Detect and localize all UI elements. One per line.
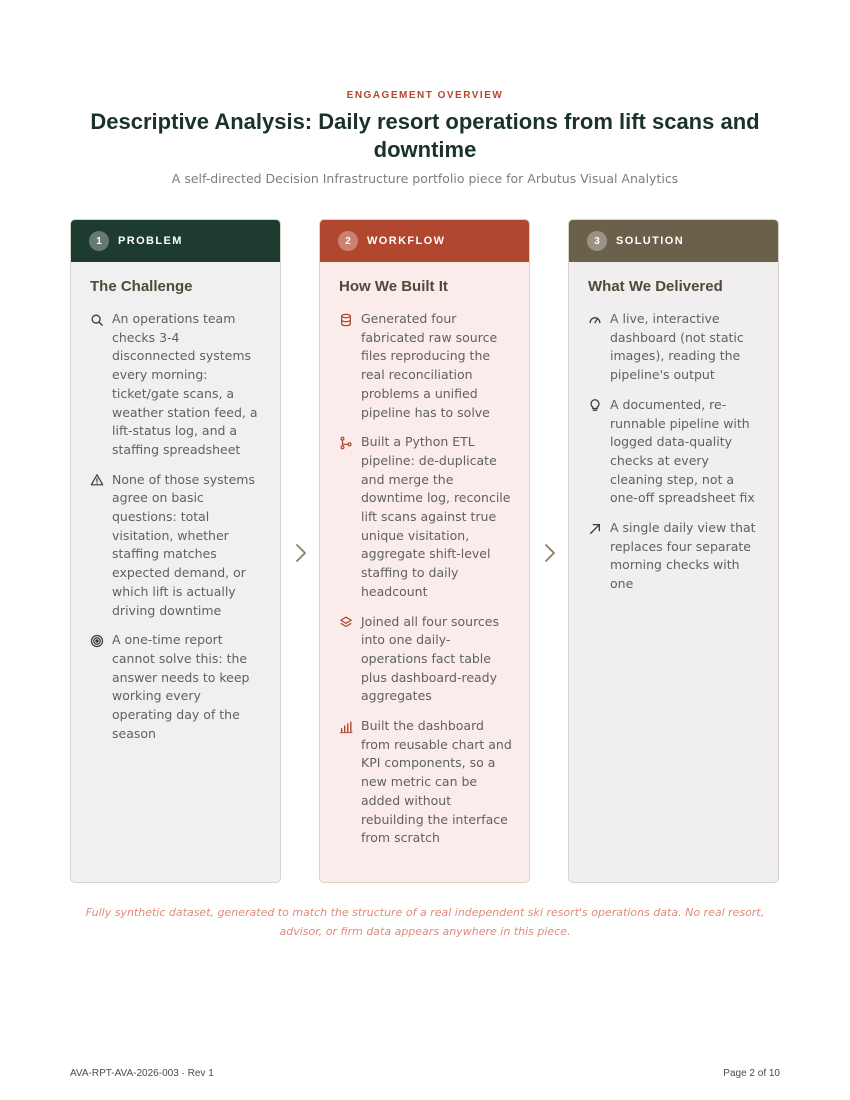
list-item xyxy=(587,519,762,594)
workflow-card xyxy=(319,219,530,883)
lightbulb-icon xyxy=(587,398,602,413)
card-title: How We Built It xyxy=(339,278,448,295)
list-item xyxy=(89,631,264,743)
footer-page-number: Page 2 of 10 xyxy=(723,1068,780,1079)
list-item xyxy=(89,471,264,621)
database-icon xyxy=(338,312,353,327)
item-text: An operations team checks 3-4 disconnected systems every morning: ticket/gate scans, a weather station feed, a lift-status log, and a staffing spreadsheet xyxy=(112,311,258,457)
item-text: A single daily view that replaces four separate morning checks with one xyxy=(610,520,756,592)
chevron-right-icon xyxy=(292,541,310,565)
step-number: 1 xyxy=(89,231,109,251)
item-list xyxy=(569,310,778,594)
footer-doc-id: AVA-RPT-AVA-2026-003 · Rev 1 xyxy=(70,1068,214,1079)
item-text: A documented, re-runnable pipeline with logged data-quality checks at every cleaning step, not a one-off spreadsheet fix xyxy=(610,396,755,506)
step-number: 3 xyxy=(587,231,607,251)
bar-chart-icon xyxy=(338,719,353,734)
list-item xyxy=(587,310,762,385)
step-label: WORKFLOW xyxy=(367,235,446,247)
list-item xyxy=(338,717,513,848)
item-text: None of those systems agree on basic questions: total visitation, whether staffing matches expected demand, or which lift is actually driving downtime xyxy=(112,471,255,618)
item-text: Generated four fabricated raw source files reproducing the real reconciliation problems a unified pipeline has to solve xyxy=(361,311,498,420)
list-item xyxy=(89,310,264,460)
target-icon xyxy=(89,633,104,648)
item-text: A one-time report cannot solve this: the answer needs to keep working every operating day of the season xyxy=(112,632,250,741)
chevron-right-icon xyxy=(541,541,559,565)
list-item xyxy=(587,396,762,508)
eyebrow-label: ENGAGEMENT OVERVIEW xyxy=(346,90,504,101)
gauge-icon xyxy=(587,312,602,327)
card-title: What We Delivered xyxy=(588,278,723,295)
solution-card xyxy=(568,219,779,883)
step-label: SOLUTION xyxy=(616,235,685,247)
problem-card-header xyxy=(71,220,280,262)
list-item xyxy=(338,310,513,422)
item-list xyxy=(320,310,529,848)
workflow-card-header xyxy=(320,220,529,262)
item-text: Built the dashboard from reusable chart and KPI components, so a new metric can be added without rebuilding the interface from scratch xyxy=(361,718,512,846)
warning-icon xyxy=(89,473,104,488)
page-title: Descriptive Analysis: Daily resort operations from lift scans and downtime xyxy=(90,109,760,162)
step-label: PROBLEM xyxy=(118,235,183,247)
list-item xyxy=(338,613,513,707)
item-list xyxy=(71,310,280,743)
step-number: 2 xyxy=(338,231,358,251)
problem-card xyxy=(70,219,281,883)
list-item xyxy=(338,433,513,601)
git-branch-icon xyxy=(338,435,353,450)
page-subtitle: A self-directed Decision Infrastructure portfolio piece for Arbutus Visual Analytics xyxy=(171,171,679,186)
solution-card-header xyxy=(569,220,778,262)
arrow-up-right-icon xyxy=(587,521,602,536)
layers-icon xyxy=(338,615,353,630)
search-icon xyxy=(89,312,104,327)
item-text: A live, interactive dashboard (not static images), reading the pipeline's output xyxy=(610,311,744,383)
card-title: The Challenge xyxy=(90,278,193,295)
item-text: Joined all four sources into one daily-operations fact table plus dashboard-ready aggregates xyxy=(361,613,500,704)
item-text: Built a Python ETL pipeline: de-duplicate and merge the downtime log, reconcile lift scans against true unique visitation, aggregate shift-level staffing to daily headcount xyxy=(361,434,511,599)
disclaimer-note: Fully synthetic dataset, generated to match the structure of a real independent ski resort's operations data. No real resort, advisor, or firm data appears anywhere in this piece. xyxy=(85,906,765,938)
